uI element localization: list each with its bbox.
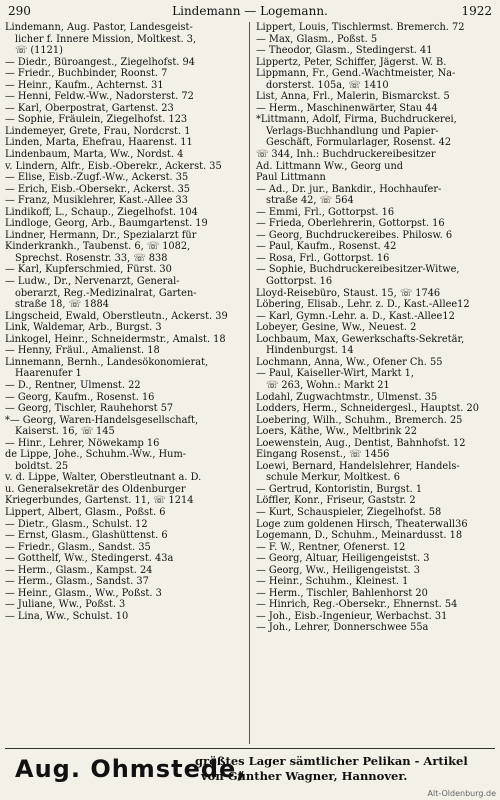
directory-entry: Hindenburgst. 14 bbox=[266, 345, 354, 357]
directory-entry: ☏ 344, Inh.: Buchdruckereibesitzer bbox=[256, 149, 436, 161]
directory-entry: — Elise, Eisb.-Zugf.-Ww., Ackerst. 35 bbox=[5, 172, 189, 184]
directory-entry: — Ad., Dr. jur., Bankdir., Hochhaufer- bbox=[256, 183, 442, 195]
directory-entry: Lodahl, Zugwachtmstr., Ulmenst. 35 bbox=[256, 391, 438, 403]
directory-entry: — Herm., Glasm., Sandst. 37 bbox=[5, 576, 149, 588]
directory-entry: — Franz, Musiklehrer, Kast.-Allee 33 bbox=[5, 195, 188, 207]
directory-entry: — Juliane, Ww., Poßst. 3 bbox=[5, 599, 126, 611]
directory-entry: — Gertrud, Kontoristin, Burgst. 1 bbox=[256, 483, 423, 495]
directory-entry: List, Anna, Frl., Malerin, Bismarckst. 5 bbox=[256, 91, 450, 103]
directory-entry: — Henny, Fräul., Amalienst. 18 bbox=[5, 345, 160, 357]
directory-entry: Geschäft, Formularlager, Rosenst. 42 bbox=[266, 137, 452, 149]
directory-entry: Löffler, Konr., Friseur, Gaststr. 2 bbox=[256, 495, 416, 507]
right-column bbox=[256, 22, 494, 634]
ad-brand: Aug. Ohmstede, bbox=[15, 755, 247, 783]
directory-entry: Lindenbaum, Marta, Ww., Nordst. 4 bbox=[5, 149, 184, 161]
directory-entry: — Paul, Kaiseller-Wirt, Markt 1, bbox=[256, 368, 414, 380]
directory-entry: — Herm., Glasm., Kampst. 24 bbox=[5, 564, 153, 576]
directory-entry: Ad. Littmann Ww., Georg und bbox=[256, 160, 404, 172]
directory-entry: Kriegerbundes, Gartenst. 11, ☏ 1214 bbox=[5, 495, 194, 507]
directory-entry: v. d. Lippe, Walter, Oberstleutnant a. D. bbox=[5, 472, 202, 484]
directory-entry: u. Generalsekretär des Oldenburger bbox=[5, 483, 186, 495]
directory-entry: Paul Littmann bbox=[256, 172, 326, 184]
directory-entry: — Dietr., Glasm., Schulst. 12 bbox=[5, 518, 148, 530]
directory-entry: Löbering, Elisab., Lehr. z. D., Kast.-Allee12 bbox=[256, 299, 470, 311]
directory-entry: — Henni, Feldw.-Ww., Nadorsterst. 72 bbox=[5, 91, 194, 103]
directory-entry: — Rosa, Frl., Gottorpst. 16 bbox=[256, 252, 390, 264]
page-title: Lindemann — Logemann. bbox=[172, 4, 328, 18]
directory-entry: Lochmann, Anna, Ww., Ofener Ch. 55 bbox=[256, 356, 443, 368]
directory-entry: Linkogel, Heinr., Schneidermstr., Amalst. 18 bbox=[5, 333, 226, 345]
directory-entry: Lindemeyer, Grete, Frau, Nordcrst. 1 bbox=[5, 125, 191, 137]
directory-entry: — Georg, Buchdruckereibes. Philosw. 6 bbox=[256, 229, 453, 241]
directory-entry: — Karl, Kupferschmied, Fürst. 30 bbox=[5, 264, 172, 276]
directory-entry: — Sophie, Buchdruckereibesitzer-Witwe, bbox=[256, 264, 460, 276]
directory-entry: Linnemann, Bernh., Landesökonomierat, bbox=[5, 356, 209, 368]
directory-entry: Link, Waldemar, Arb., Burgst. 3 bbox=[5, 322, 162, 334]
directory-entry: straße 42, ☏ 564 bbox=[266, 195, 354, 207]
directory-entry: — Paul, Kaufm., Rosenst. 42 bbox=[256, 241, 397, 253]
directory-entry: Loebering, Wilh., Schuhm., Bremerch. 25 bbox=[256, 414, 463, 426]
directory-entry: Lippertz, Peter, Schiffer, Jägerst. W. B. bbox=[256, 56, 447, 68]
directory-entry: *— Georg, Waren-Handelsgesellschaft, bbox=[5, 414, 199, 426]
directory-entry: — Hinrich, Reg.-Obersekr., Ehnernst. 54 bbox=[256, 599, 458, 611]
directory-entry: Kinderkrankh., Taubenst. 6, ☏ 1082, bbox=[5, 241, 191, 253]
directory-entry: — Georg, Altuar, Heiligengeistst. 3 bbox=[256, 553, 430, 565]
directory-entry: — Karl, Gymn.-Lehr. a. D., Kast.-Allee12 bbox=[256, 310, 455, 322]
directory-entry: — Heinr., Glasm., Ww., Poßst. 3 bbox=[5, 587, 162, 599]
directory-entry: — F. W., Rentner, Ofenerst. 12 bbox=[256, 541, 406, 553]
directory-entry: Linden, Marta, Ehefrau, Haarenst. 11 bbox=[5, 137, 193, 149]
directory-entry: Lochbaum, Max, Gewerkschafts-Sekretär, bbox=[256, 333, 465, 345]
directory-entry: — Heinr., Kaufm., Achternst. 31 bbox=[5, 79, 164, 91]
directory-entry: Lingscheid, Ewald, Oberstleutn., Ackerst. 39 bbox=[5, 310, 228, 322]
directory-entry: — Heinr., Schuhm., Kleinest. 1 bbox=[256, 576, 409, 588]
directory-entry: Lindloge, Georg, Arb., Baumgartenst. 19 bbox=[5, 218, 208, 230]
directory-entry: — Karl, Oberpostrat, Gartenst. 23 bbox=[5, 102, 174, 114]
directory-entry: — Friedr., Buchbinder, Roonst. 7 bbox=[5, 68, 168, 80]
directory-entry: Sprechst. Rosenstr. 33, ☏ 838 bbox=[15, 252, 168, 264]
directory-entry: — Gotthelf, Ww., Stedingerst. 43a bbox=[5, 553, 174, 565]
directory-entry: ☏ 263, Wohn.: Markt 21 bbox=[266, 379, 390, 391]
advertisement bbox=[5, 748, 495, 789]
directory-entry: — Georg, Tischler, Rauhehorst 57 bbox=[5, 403, 174, 415]
directory-entry: Gottorpst. 16 bbox=[266, 276, 333, 288]
directory-entry: Lippert, Louis, Tischlermst. Bremerch. 72 bbox=[256, 22, 465, 33]
page-header bbox=[8, 4, 492, 20]
directory-entry: — Kurt, Schauspieler, Ziegelhofst. 58 bbox=[256, 506, 442, 518]
year-label: 1922 bbox=[461, 4, 492, 18]
directory-entry: — Lina, Ww., Schulst. 10 bbox=[5, 610, 129, 622]
directory-entry: Loers, Käthe, Ww., Meltbrink 22 bbox=[256, 426, 418, 438]
directory-entry: — D., Rentner, Ulmenst. 22 bbox=[5, 379, 141, 391]
directory-entry: — Herm., Tischler, Bahlenhorst 20 bbox=[256, 587, 428, 599]
left-column bbox=[5, 22, 243, 622]
directory-entry: Lippert, Albert, Glasm., Poßst. 6 bbox=[5, 506, 166, 518]
directory-entry: Lodders, Herm., Schneidergesl., Hauptst. 20 bbox=[256, 403, 479, 415]
directory-entry: dorsterst. 105a, ☏ 1410 bbox=[266, 79, 389, 91]
directory-entry: — Sophie, Fräulein, Ziegelhofst. 123 bbox=[5, 114, 188, 126]
directory-entry: ☏ (1121) bbox=[15, 45, 63, 57]
directory-entry: oberarzt, Reg.-Medizinalrat, Garten- bbox=[15, 287, 197, 299]
page-number: 290 bbox=[8, 4, 31, 18]
directory-entry: Lobeyer, Gesine, Ww., Neuest. 2 bbox=[256, 322, 417, 334]
directory-entry: straße 18, ☏ 1884 bbox=[15, 299, 109, 311]
directory-entry: Lindemann, Aug. Pastor, Landesgeist- bbox=[5, 22, 193, 33]
watermark: Alt-Oldenburg.de bbox=[427, 789, 496, 798]
ad-line-2: von Günther Wagner, Hannover. bbox=[201, 769, 408, 783]
ad-line-1: größtes Lager sämtlicher Pelikan - Artikel bbox=[195, 754, 468, 768]
directory-entry: — Joh., Lehrer, Donnerschwee 55a bbox=[256, 622, 429, 634]
directory-entry: — Frieda, Oberlehrerin, Gottorpst. 16 bbox=[256, 218, 445, 230]
directory-entry: Lloyd-Reisebüro, Staust. 15, ☏ 1746 bbox=[256, 287, 441, 299]
directory-entry: v. Lindern, Alfr., Eisb.-Oberekr., Ackerst. 35 bbox=[5, 160, 222, 172]
directory-entry: — Joh., Eisb.-Ingenieur, Werbachst. 31 bbox=[256, 610, 448, 622]
directory-entry: — Hinr., Lehrer, Nöwekamp 16 bbox=[5, 437, 160, 449]
directory-entry: Loewi, Bernard, Handelslehrer, Handels- bbox=[256, 460, 460, 472]
column-divider bbox=[249, 22, 250, 744]
directory-entry: — Georg, Kaufm., Rosenst. 16 bbox=[5, 391, 155, 403]
directory-entry: — Herm., Maschinenwärter, Stau 44 bbox=[256, 102, 438, 114]
directory-entry: *Littmann, Adolf, Firma, Buchdruckerei, bbox=[256, 114, 457, 126]
directory-entry: Loge zum goldenen Hirsch, Theaterwall36 bbox=[256, 518, 468, 530]
directory-entry: Kaiserst. 16, ☏ 145 bbox=[15, 426, 115, 438]
directory-entry: — Ernst, Glasm., Glashüttenst. 6 bbox=[5, 530, 168, 542]
directory-entry: boldtst. 25 bbox=[15, 460, 69, 472]
directory-entry: — Friedr., Glasm., Sandst. 35 bbox=[5, 541, 151, 553]
directory-entry: — Max, Glasm., Poßst. 5 bbox=[256, 33, 378, 45]
directory-entry: Haarenufer 1 bbox=[15, 368, 82, 380]
directory-entry: Lindner, Hermann, Dr., Spezialarzt für bbox=[5, 229, 197, 241]
directory-entry: — Ludw., Dr., Nervenarzt, General- bbox=[5, 276, 180, 288]
directory-entry: — Georg, Ww., Heiligengeistst. 3 bbox=[256, 564, 420, 576]
directory-entry: — Diedr., Büroangest., Ziegelhofst. 94 bbox=[5, 56, 195, 68]
directory-entry: de Lippe, Johe., Schuhm.-Ww., Hum- bbox=[5, 449, 187, 461]
directory-entry: schule Merkur, Moltkest. 6 bbox=[266, 472, 400, 484]
directory-entry: — Theodor, Glasm., Stedingerst. 41 bbox=[256, 45, 433, 57]
directory-entry: Lindikoff, L., Schaup., Ziegelhofst. 104 bbox=[5, 206, 198, 218]
directory-entry: Logemann, D., Schuhm., Meinardusst. 18 bbox=[256, 530, 463, 542]
directory-entry: Lippmann, Fr., Gend.-Wachtmeister, Na- bbox=[256, 68, 456, 80]
directory-entry: Verlags-Buchhandlung und Papier- bbox=[266, 125, 439, 137]
directory-entry: Eingang Rosenst., ☏ 1456 bbox=[256, 449, 390, 461]
directory-entry: Loewenstein, Aug., Dentist, Bahnhofst. 12 bbox=[256, 437, 466, 449]
directory-entry: — Erich, Eisb.-Obersekr., Ackerst. 35 bbox=[5, 183, 191, 195]
directory-entry: — Emmi, Frl., Gottorpst. 16 bbox=[256, 206, 395, 218]
directory-entry: licher f. Innere Mission, Moltkest. 3, bbox=[15, 33, 197, 45]
